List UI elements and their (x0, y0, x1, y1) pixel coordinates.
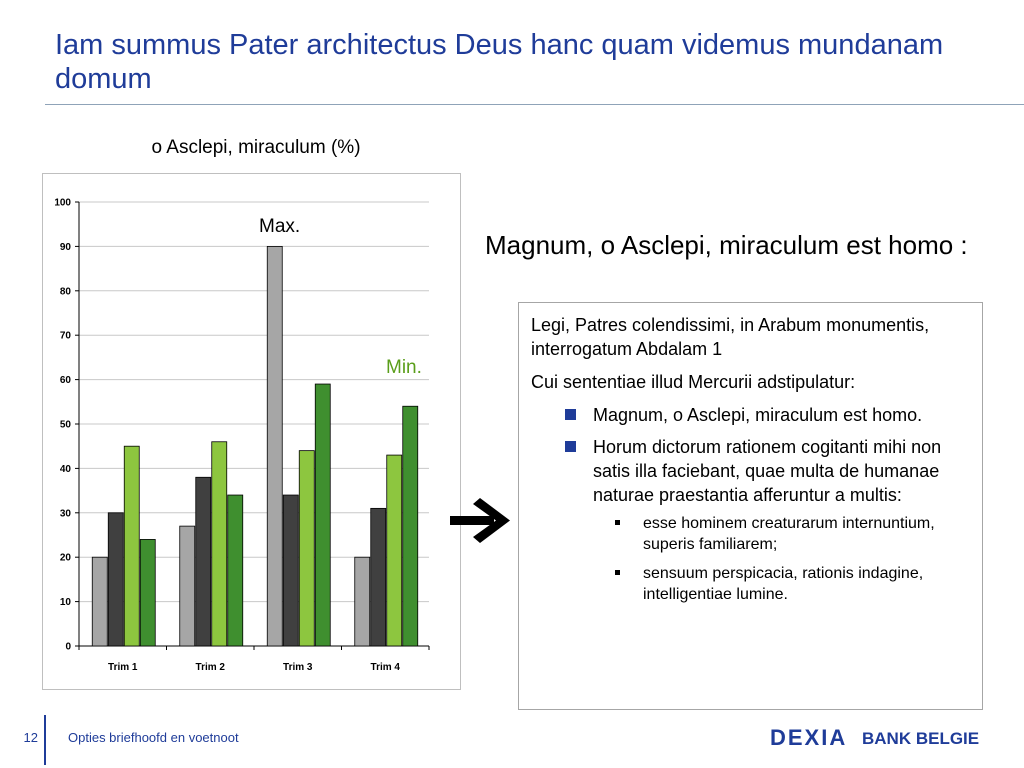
small-square-bullet-icon (615, 570, 620, 575)
x-tick-label: Trim 3 (283, 662, 313, 673)
x-tick-label: Trim 2 (195, 662, 225, 673)
sub-bullet-text: esse hominem creaturarum internuntium, superis familiarem; (643, 515, 935, 553)
max-annotation: Max. (259, 216, 301, 237)
bullet-list (531, 403, 970, 605)
bar (299, 451, 314, 646)
min-annotation: Min. (386, 357, 422, 378)
y-tick-label: 80 (59, 286, 71, 298)
list-item (565, 435, 970, 605)
x-tick-label: Trim 4 (370, 662, 400, 673)
y-tick-label: 100 (54, 197, 71, 209)
bar (315, 384, 330, 646)
square-bullet-icon (565, 441, 576, 452)
y-tick-label: 60 (59, 375, 71, 387)
bar (196, 477, 211, 646)
right-arrow-icon (446, 492, 516, 552)
bar (403, 406, 418, 646)
y-tick-label: 90 (59, 241, 71, 253)
y-tick-label: 40 (59, 463, 71, 475)
chart-caption: o Asclepi, miraculum (%) (151, 137, 361, 158)
bullet-text: Horum dictorum rationem cogitanti mihi non satis illa faciebant, quae multa de humanae naturae praestantia afferuntur a multis: (593, 437, 942, 505)
slide-title: Iam summus Pater architectus Deus hanc quam videmus mundanam domum (55, 29, 944, 95)
bullet-text: Magnum, o Asclepi, miraculum est homo. (593, 405, 923, 425)
bar (212, 442, 227, 646)
square-bullet-icon (565, 409, 576, 420)
title-divider (45, 104, 1024, 105)
chart-frame (42, 173, 461, 690)
bar (355, 557, 370, 646)
text-panel (518, 302, 983, 710)
dexia-logo (770, 724, 985, 750)
list-item (615, 513, 970, 555)
y-tick-label: 30 (59, 508, 71, 520)
footer-divider (44, 715, 46, 765)
paragraph-2: Cui sententiae illud Mercurii adstipulatur: (531, 372, 856, 392)
small-square-bullet-icon (615, 520, 620, 525)
y-tick-label: 0 (65, 641, 71, 653)
bar (371, 508, 386, 646)
bar (124, 446, 139, 646)
page-number: 12 (23, 730, 38, 745)
bar-chart (43, 174, 462, 691)
subheading: Magnum, o Asclepi, miraculum est homo : (485, 230, 968, 260)
bar (267, 246, 282, 646)
list-item (565, 403, 970, 427)
svg-text:DEXIA: DEXIA (770, 725, 848, 750)
svg-text:BANK BELGIE: BANK BELGIE (862, 729, 980, 748)
y-tick-label: 10 (59, 597, 71, 609)
y-tick-label: 70 (59, 330, 71, 342)
y-tick-label: 50 (59, 419, 71, 431)
list-item (615, 563, 970, 605)
footer-note: Opties briefhoofd en voetnoot (68, 730, 239, 745)
bar (108, 513, 123, 646)
bar (180, 526, 195, 646)
bar (92, 557, 107, 646)
x-tick-label: Trim 1 (108, 662, 138, 673)
bar (283, 495, 298, 646)
bar (387, 455, 402, 646)
bar (228, 495, 243, 646)
paragraph-1: Legi, Patres colendissimi, in Arabum monumentis, interrogatum Abdalam 1 (531, 315, 930, 359)
bar (140, 539, 155, 646)
sub-bullet-list (593, 513, 970, 605)
sub-bullet-text: sensuum perspicacia, rationis indagine, intelligentiae lumine. (643, 565, 924, 603)
y-tick-label: 20 (59, 552, 71, 564)
